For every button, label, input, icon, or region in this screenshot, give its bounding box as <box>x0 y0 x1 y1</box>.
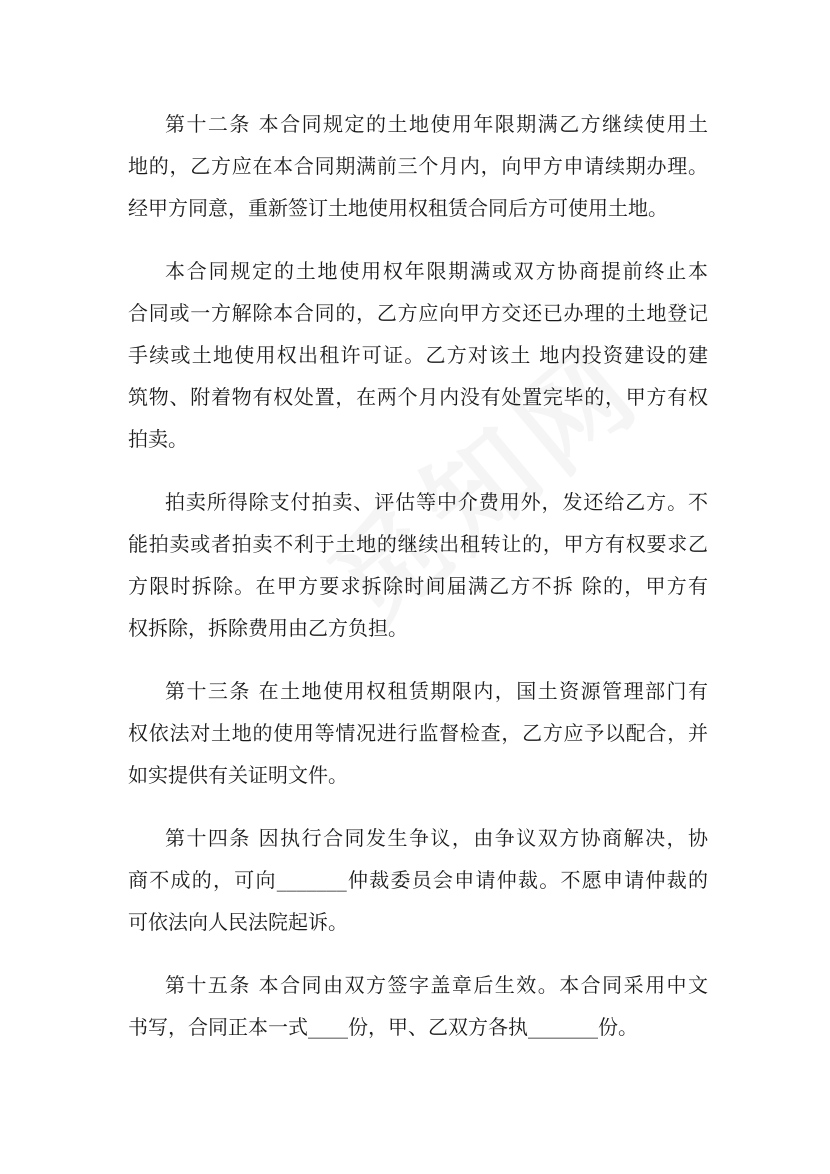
paragraph-3-line-4: 权拆除，拆除费用由乙方负担。 <box>128 616 408 640</box>
paragraph-1-line-1: 第十二条 本合同规定的土地使用年限期满乙方继续使用土 <box>165 112 708 136</box>
paragraph-3-line-1: 拍卖所得除支付拍卖、评估等中介费用外，发还给乙方。不 <box>165 490 708 514</box>
paragraph-5-line-2: 商不成的，可向_______仲裁委员会申请仲裁。不愿申请仲裁的 <box>128 868 708 892</box>
paragraph-4-line-3: 如实提供有关证明文件。 <box>128 763 348 787</box>
paragraph-1-line-3: 经甲方同意，重新签订土地使用权租赁合同后方可使用土地。 <box>128 196 668 220</box>
paragraph-6-line-2: 书写，合同正本一式____份，甲、乙双方各执_______份。 <box>128 1015 638 1039</box>
paragraph-2-line-1: 本合同规定的土地使用权年限期满或双方协商提前终止本 <box>165 259 708 283</box>
paragraph-3-line-2: 能拍卖或者拍卖不利于土地的继续出租转让的，甲方有权要求乙 <box>128 532 708 556</box>
paragraph-3-line-3: 方限时拆除。在甲方要求拆除时间届满乙方不拆 除的，甲方有 <box>128 574 708 598</box>
paragraph-2-line-4: 筑物、附着物有权处置，在两个月内没有处置完毕的，甲方有权 <box>128 385 708 409</box>
paragraph-6-line-1: 第十五条 本合同由双方签字盖章后生效。本合同采用中文 <box>165 973 708 997</box>
paragraph-5-line-3: 可依法向人民法院起诉。 <box>128 910 348 934</box>
paragraph-4-line-2: 权依法对土地的使用等情况进行监督检查，乙方应予以配合，并 <box>128 721 708 745</box>
paragraph-1-line-2: 地的，乙方应在本合同期满前三个月内，向甲方申请续期办理。 <box>128 154 708 178</box>
paragraph-2-line-5: 拍卖。 <box>128 427 188 451</box>
paragraph-5-line-1: 第十四条 因执行合同发生争议，由争议双方协商解决，协 <box>165 826 708 850</box>
paragraph-2-line-2: 合同或一方解除本合同的，乙方应向甲方交还已办理的土地登记 <box>128 301 708 325</box>
paragraph-4-line-1: 第十三条 在土地使用权租赁期限内，国土资源管理部门有 <box>165 679 708 703</box>
paragraph-2-line-3: 手续或土地使用权出租许可证。乙方对该土 地内投资建设的建 <box>128 343 708 367</box>
